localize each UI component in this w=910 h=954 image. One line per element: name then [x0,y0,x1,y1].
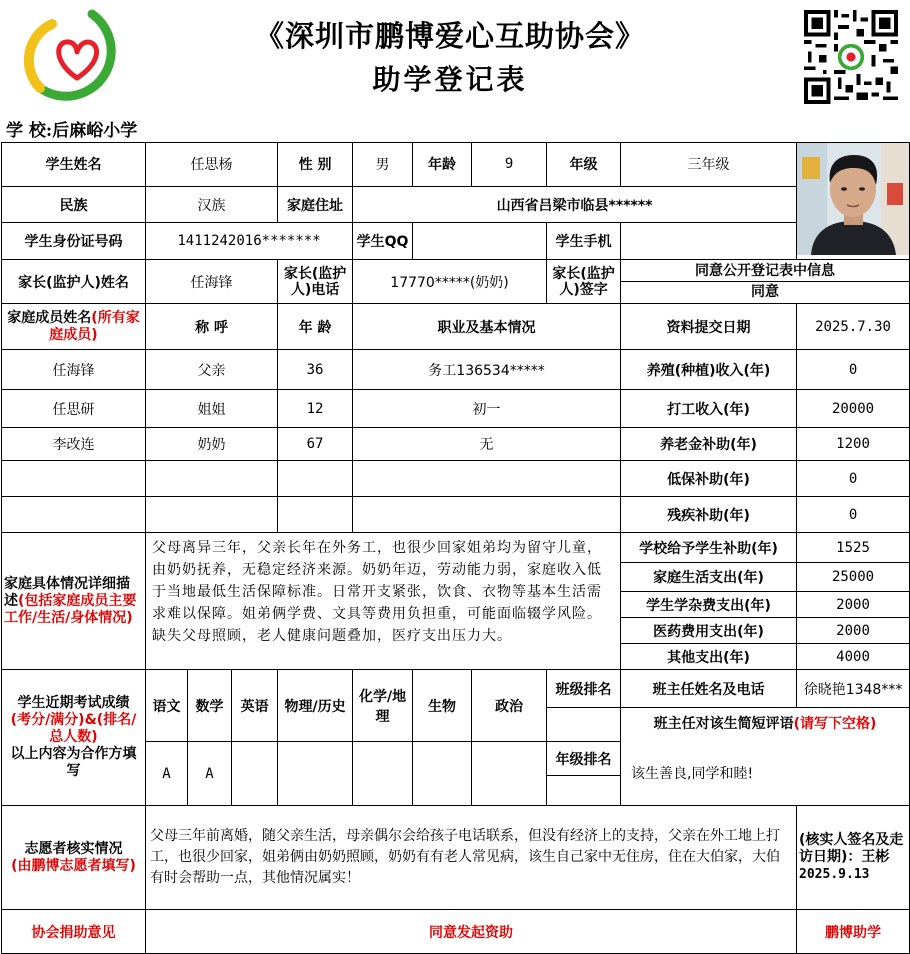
public-consent-value: 同意 [751,284,780,300]
form-subtitle: 助学登记表 [372,63,528,96]
student-name-label: 学生姓名 [2,143,146,187]
verification-sign-date: 2025.9.13 [799,867,870,882]
relation-header: 称 呼 [146,304,278,350]
verification-sign-cell [797,806,910,910]
school-line [6,116,137,141]
address-label: 家庭住址 [278,186,353,223]
member-relation [146,461,278,497]
student-name-value: 任思杨 [146,143,278,187]
member-relation: 奶奶 [146,428,278,461]
ethnicity-value: 汉族 [146,186,278,223]
family-member-header-note: (所有家庭成员) [49,309,140,343]
teacher-label: 班主任姓名及电话 [621,670,797,708]
member-job: 无 [353,428,621,461]
association-logo-icon [22,6,132,106]
tuition-expense-value: 2000 [797,592,910,618]
teacher-value: 徐晓艳1348*** [797,670,910,708]
member-name [2,461,146,497]
qr-code-icon [804,10,898,104]
student-photo-image [797,143,910,255]
breeding-income-value: 0 [797,350,910,390]
verification-label-cell [2,806,146,910]
opinion-org: 鹏博助学 [797,910,910,954]
member-name [2,497,146,533]
public-consent-label: 同意公开登记表中信息 [621,261,909,282]
work-income-value: 20000 [797,390,910,428]
submit-date-label: 资料提交日期 [621,304,797,350]
teacher-comment: 该生善良,同学和睦! [621,742,910,806]
situation-label: 家庭具体情况详细描述 [4,575,130,609]
age-value: 9 [472,143,547,187]
living-expense-value: 25000 [797,563,910,592]
class-rank-value [547,708,621,742]
disability-value: 0 [797,497,910,533]
subject-score [413,742,472,806]
gender-label: 性 别 [278,143,353,187]
medical-expense-label: 医药费用支出(年) [621,618,797,644]
form-header [0,0,910,112]
guardian-sign-label: 家长(监护人)签字 [547,260,621,304]
family-member-row [2,390,910,428]
guardian-phone-value: 17770*****(奶奶) [353,260,547,304]
guardian-phone-label: 家长(监护人)电话 [278,260,353,304]
grade-rank-value [547,776,621,806]
subject-score [472,742,547,806]
student-phone-value [621,223,797,260]
member-name: 李改连 [2,428,146,461]
member-age: 12 [278,390,353,428]
member-age [278,497,353,533]
comment-label-note: (请写下空格) [793,716,877,733]
comment-label: 班主任对该生简短评语 [653,716,794,733]
member-job [353,497,621,533]
grade-rank-label: 年级排名 [547,742,621,776]
subject-header: 英语 [232,670,278,742]
guardian-name-label: 家长(监护人)姓名 [2,260,146,304]
opinion-label: 协会捐助意见 [2,910,146,954]
living-expense-label: 家庭生活支出(年) [621,563,797,592]
member-relation: 父亲 [146,350,278,390]
work-income-label: 打工收入(年) [621,390,797,428]
registration-form-table [1,142,910,954]
subject-score [353,742,413,806]
member-relation [146,497,278,533]
member-name: 任思研 [2,390,146,428]
dibao-value: 0 [797,461,910,497]
member-job [353,461,621,497]
family-member-row [2,497,910,533]
member-job-header: 职业及基本情况 [353,304,621,350]
other-expense-value: 4000 [797,644,910,670]
member-name: 任海锋 [2,350,146,390]
student-phone-label: 学生手机 [547,223,621,260]
subject-header: 政治 [472,670,547,742]
verification-sign-label: (核实人签名及走访日期)：王彬 [799,832,904,865]
subject-header: 数学 [188,670,232,742]
ethnicity-label: 民族 [2,186,146,223]
grades-label-tail: 以上内容为合作方填写 [10,746,137,779]
id-number-value: 1411242016******* [146,223,353,260]
submit-date-value: 2025.7.30 [797,304,910,350]
family-member-row [2,428,910,461]
member-job: 务工136534***** [353,350,621,390]
subject-header: 化学/地理 [353,670,413,742]
subject-header: 语文 [146,670,188,742]
class-rank-label: 班级排名 [547,670,621,708]
verification-text: 父母三年前离婚，随父亲生活，母亲偶尔会给孩子电话联系，但没有经济上的支持，父亲在外工地上打工，也很少回家，姐弟俩由奶奶照顾，奶奶有有老人常见病，该生自己家中无住房，住在大伯家，大伯有时会帮助一点，其他情况属实！ [146,806,797,910]
guardian-name-value: 任海锋 [146,260,278,304]
school-label: 学 校: [6,121,53,141]
member-relation: 姐姐 [146,390,278,428]
subject-header: 物理/历史 [278,670,353,742]
student-qq-value [413,223,547,260]
dibao-label: 低保补助(年) [621,461,797,497]
age-label: 年龄 [413,143,472,187]
subject-score [278,742,353,806]
grades-label: 学生近期考试成绩 [17,695,130,711]
verification-label-note: (由鹏博志愿者填写) [11,857,136,874]
grade-value: 三年级 [621,143,797,187]
grades-label-cell [2,670,146,806]
situation-label-note: (包括家庭成员主要工作/生活/身体情况) [4,592,137,626]
opinion-text: 同意发起资助 [146,910,797,954]
grades-label-note: (考分/满分)&(排名/总人数) [10,712,137,745]
grade-label: 年级 [547,143,621,187]
subject-header: 生物 [413,670,472,742]
form-title: 《深圳市鹏博爱心互助协会》 [254,19,645,53]
public-consent-cell [621,260,910,304]
disability-label: 残疾补助(年) [621,497,797,533]
family-member-header-label: 家庭成员姓名 [7,309,92,326]
member-job: 初一 [353,390,621,428]
school-aid-label: 学校给予学生补助(年) [621,533,797,563]
id-number-label: 学生身份证号码 [2,223,146,260]
subject-score [232,742,278,806]
situation-label-cell [2,533,146,670]
verification-label: 志愿者核实情况 [24,840,123,857]
medical-expense-value: 2000 [797,618,910,644]
address-value: 山西省吕梁市临县****** [353,186,797,223]
pension-value: 1200 [797,428,910,461]
pension-label: 养老金补助(年) [621,428,797,461]
member-age: 36 [278,350,353,390]
member-age: 67 [278,428,353,461]
subject-score: A [146,742,188,806]
tuition-expense-label: 学生学杂费支出(年) [621,592,797,618]
student-photo [797,143,910,260]
breeding-income-label: 养殖(种植)收入(年) [621,350,797,390]
family-member-header [2,304,146,350]
subject-score: A [188,742,232,806]
other-expense-label: 其他支出(年) [621,644,797,670]
member-age-header: 年 龄 [278,304,353,350]
student-qq-label: 学生QQ [353,223,413,260]
family-member-row [2,350,910,390]
situation-description: 父母离异三年，父亲长年在外务工，也很少回家姐弟均为留守儿童，由奶奶抚养，无稳定经济来源。奶奶年迈，劳动能力弱，家庭收入低于当地最低生活保障标准。日常开支紧张，饮食、衣物等基本生活需求难以保障。姐弟俩学费、文具等费用负担重，可能面临辍学风险。缺失父母照顾，老人健康问题叠加，医疗支出压力大。 [146,533,621,670]
gender-value: 男 [353,143,413,187]
school-name: 后麻峪小学 [52,121,138,141]
family-member-row [2,461,910,497]
comment-label-cell [621,708,910,742]
school-aid-value: 1525 [797,533,910,563]
member-age [278,461,353,497]
